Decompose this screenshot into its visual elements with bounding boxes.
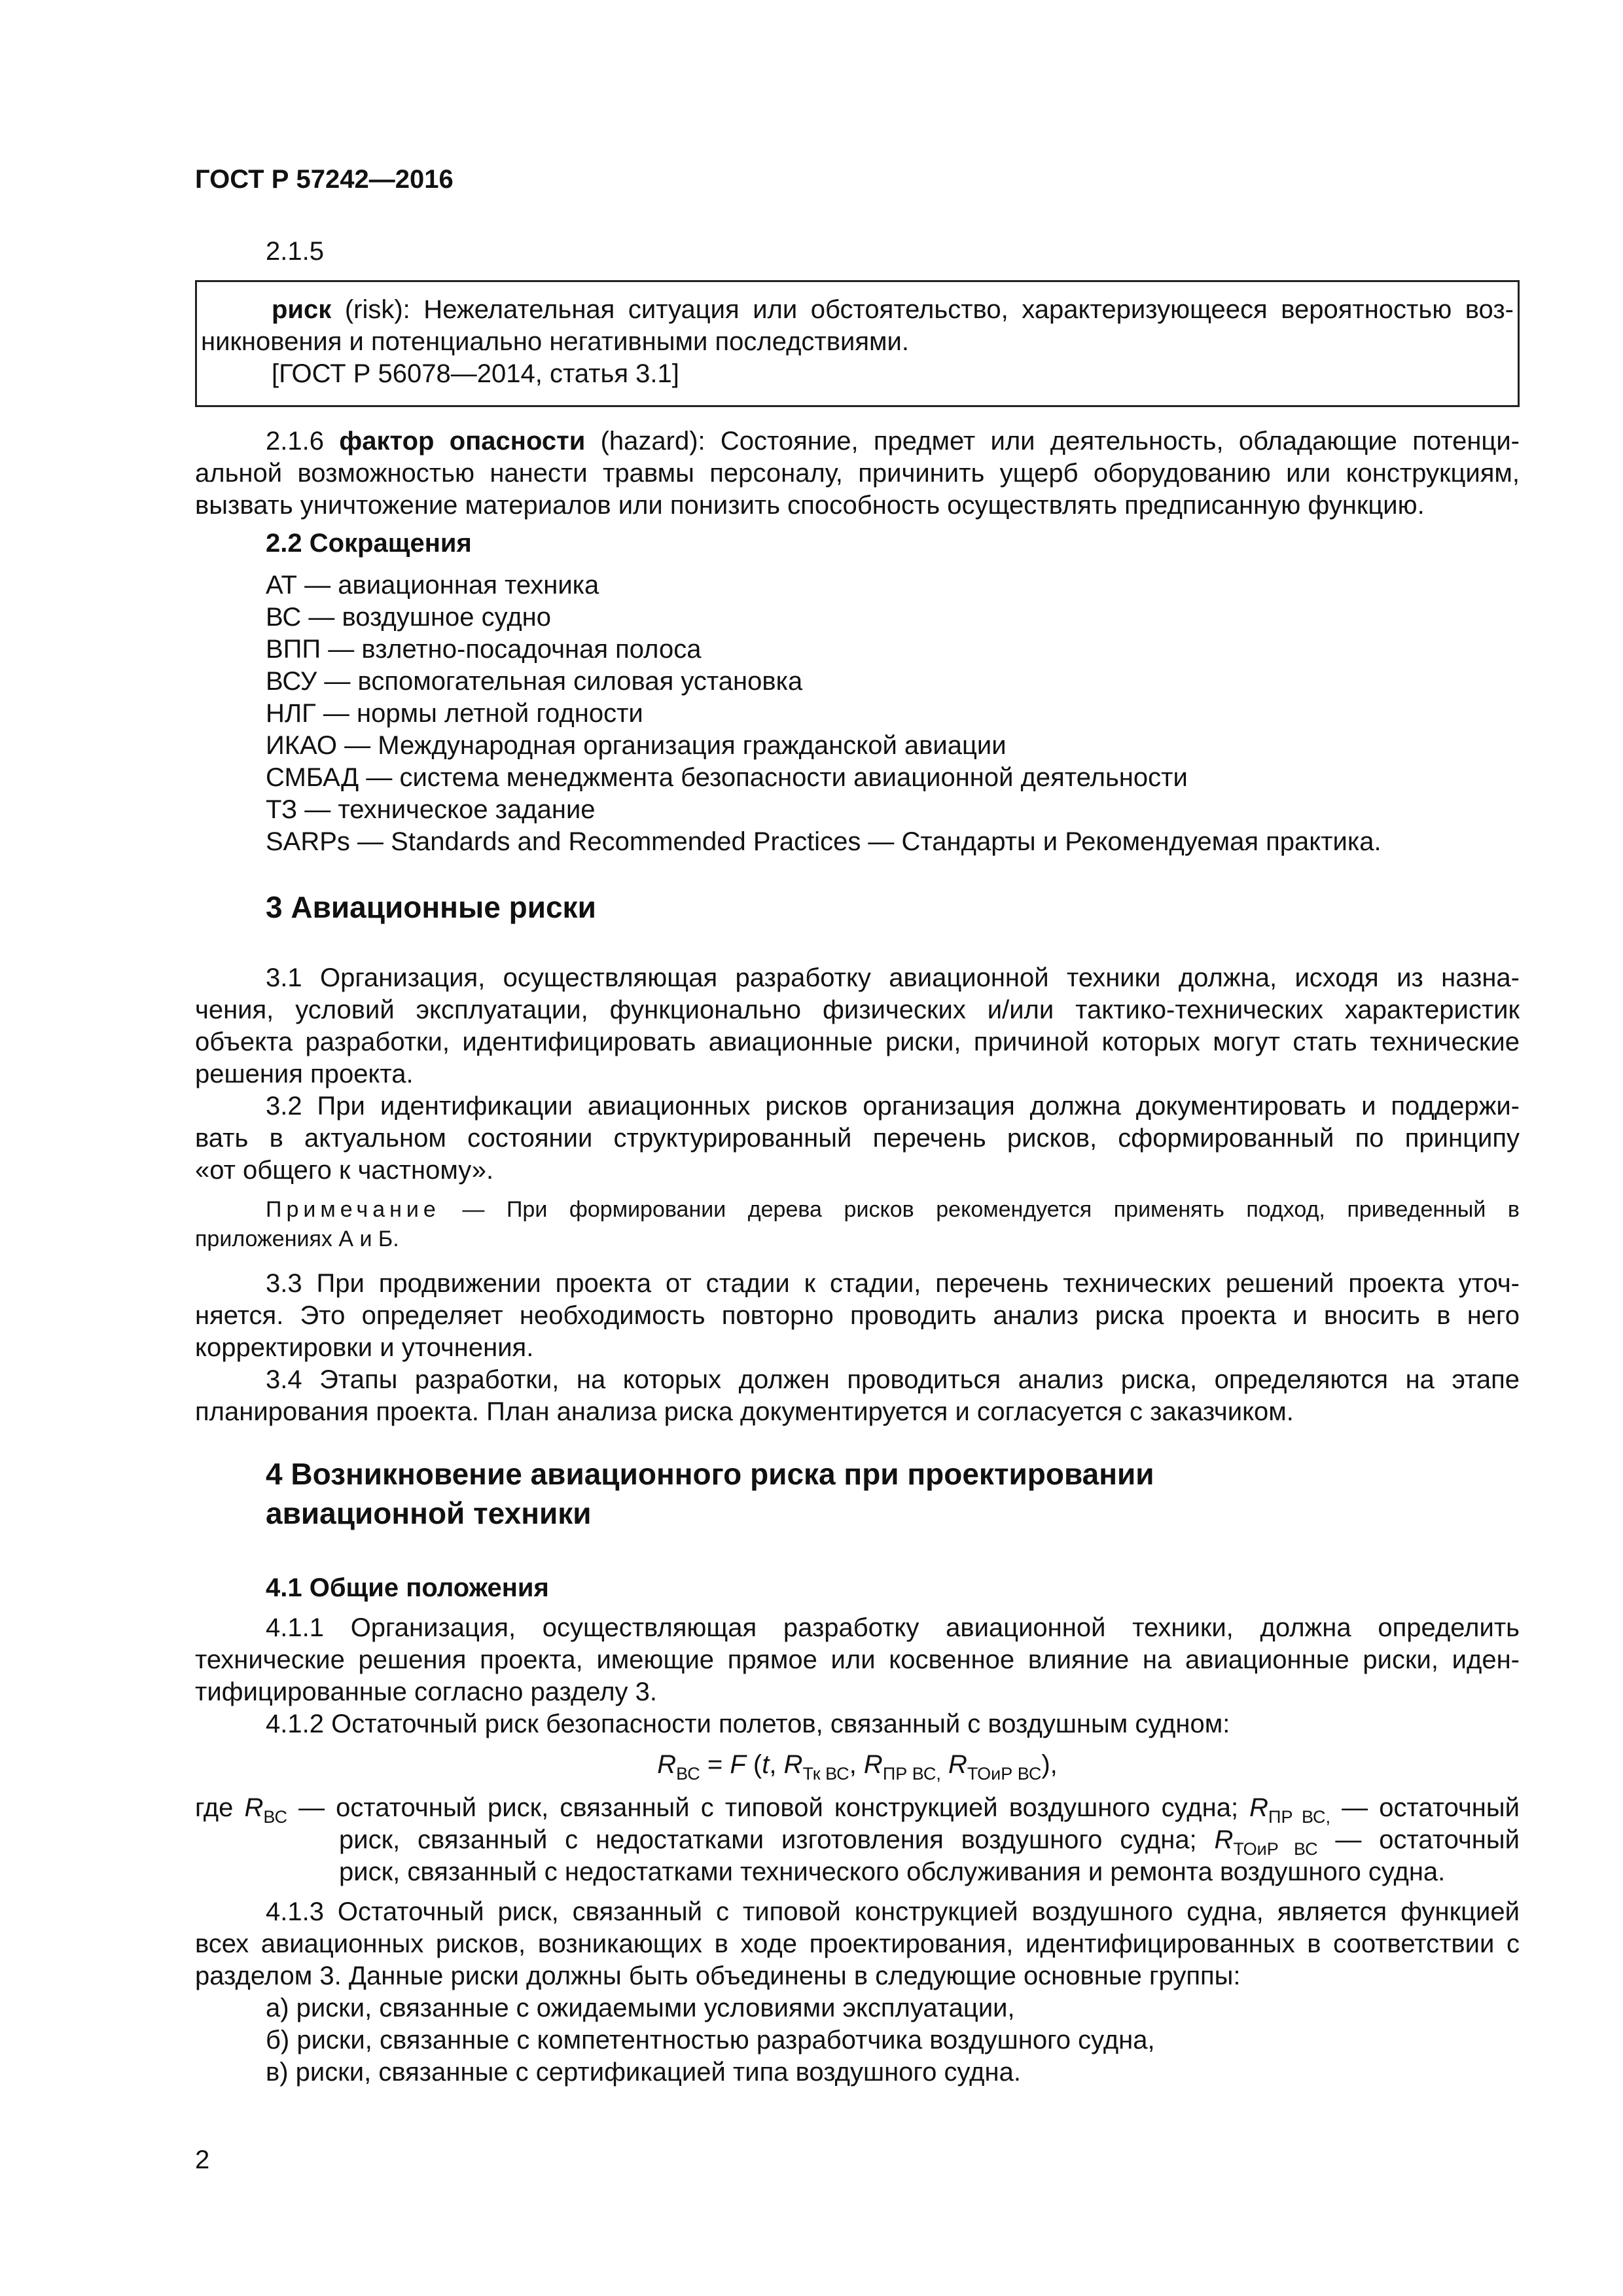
abbreviation-item: ТЗ — техническое задание: [266, 795, 596, 824]
formula-explanation: [195, 1792, 1520, 1888]
list-item: а) риски, связанные с ожидаемыми условиями эксплуатации,: [266, 1994, 1015, 2022]
text: 4.1.3 Остаточный риск, связанный с типовой конструкцией воздушного судна, является функцией: [266, 1897, 1520, 1926]
var: t: [762, 1750, 770, 1779]
text: технические решения проекта, имеющие прямое или косвенное влияние на авиационные риски, иден-: [195, 1645, 1520, 1674]
list-item: б) риски, связанные с компетентностью разработчика воздушного судна,: [266, 2026, 1155, 2054]
abbreviations-section: [195, 528, 1520, 858]
var: R: [1249, 1793, 1269, 1822]
text: 3.2 При идентификации авиационных рисков организация должна документировать и поддержи-: [266, 1092, 1520, 1121]
sub: Тк ВС: [802, 1764, 849, 1784]
abbreviation-item: ВПП — взлетно-посадочная полоса: [266, 635, 702, 664]
clause-number-2-1-5: 2.1.5: [266, 237, 324, 266]
clause-3-3: [195, 1268, 1520, 1428]
op: ,: [769, 1750, 784, 1779]
text: — остаточный: [1317, 1825, 1520, 1854]
abbreviation-item: SARPs — Standards and Recommended Practices — Стандарты и Рекомендуемая практика.: [266, 827, 1382, 856]
note-text: — При формировании дерева рисков рекомендуется применять подход, приведенный в: [440, 1197, 1520, 1222]
text: «от общего к частному».: [195, 1156, 494, 1185]
title-line: 4 Возникновение авиационного риска при проектировании: [266, 1457, 1154, 1491]
text: чения, условий эксплуатации, функционально физических и/или тактико-технических характеристик: [195, 996, 1520, 1024]
var: R: [657, 1750, 677, 1779]
text: 3.1 Организация, осуществляющая разработку авиационной техники должна, исходя из назна-: [266, 963, 1520, 992]
text: планирования проекта. План анализа риска документируется и согласуется с заказчиком.: [195, 1397, 1294, 1426]
term: риск: [272, 295, 332, 324]
text: 4.1.1 Организация, осуществляющая разработку авиационной техники, должна определить: [266, 1613, 1520, 1642]
definition-text: никновения и потенциально негативными последствиями.: [201, 327, 909, 356]
op: (: [745, 1750, 762, 1779]
text: где: [195, 1793, 245, 1822]
sub: ВС: [676, 1764, 700, 1784]
text: тифицированные согласно разделу 3.: [195, 1677, 658, 1706]
note-text: приложениях А и Б.: [195, 1227, 399, 1251]
formula: $R_{ВС} = F$ (t, $R_{Тк ВС}$, $R_{ПР ВС,}$ $R_{ТОиР ВС}$),: [657, 1750, 1058, 1784]
abbreviation-list: [195, 569, 1520, 858]
text: вызвать уничтожение материалов или понизить способность осуществлять предписанную функцию.: [195, 491, 1425, 520]
sub: ВС: [263, 1807, 287, 1827]
abbreviation-item: ИКАО — Международная организация гражданской авиации: [266, 731, 1007, 760]
text: решения проекта.: [195, 1060, 414, 1088]
note-label: Примечание: [266, 1197, 440, 1222]
var: R: [1214, 1825, 1234, 1854]
definition-box: [195, 280, 1520, 407]
text: всех авиационных рисков, возникающих в ходе проектирования, идентифицированных в соответствии с: [195, 1929, 1520, 1958]
clause-4-1-3: [195, 1896, 1520, 2089]
text: (hazard): Состояние, предмет или деятельность, обладающие потенци-: [585, 427, 1520, 456]
abbreviation-item: СМБАД — система менеджмента безопасности авиационной деятельности: [266, 763, 1188, 792]
text: няется. Это определяет необходимость повторно проводить анализ риска проекта и вносить в него: [195, 1301, 1520, 1330]
sub: ПР ВС,: [1268, 1807, 1331, 1827]
subsection-4-1-title: 4.1 Общие положения: [266, 1573, 549, 1602]
text: 3.4 Этапы разработки, на которых должен проводиться анализ риска, определяются на этапе: [266, 1365, 1520, 1394]
text: корректировки и уточнения.: [195, 1333, 534, 1362]
reference: [ГОСТ Р 56078—2014, статья 3.1]: [272, 359, 679, 388]
section-3-title: 3 Авиационные риски: [266, 890, 596, 924]
var: R: [863, 1750, 883, 1779]
sub: ТОиР ВС: [1233, 1839, 1318, 1859]
page-number: 2: [195, 2145, 210, 2174]
var: R: [244, 1793, 264, 1822]
abbreviation-item: АТ — авиационная техника: [266, 571, 599, 600]
clause-2-1-6: [195, 425, 1520, 522]
document-header: ГОСТ Р 57242—2016: [195, 165, 454, 194]
section-4-title: [195, 1454, 1520, 1533]
sub: ТОиР ВС: [967, 1764, 1042, 1784]
text: разделом 3. Данные риски должны быть объединены в следующие основные группы:: [195, 1962, 1241, 1990]
text: вать в актуальном состоянии структурированный перечень рисков, сформированный по принципу: [195, 1124, 1520, 1153]
text: 3.3 При продвижении проекта от стадии к стадии, перечень технических решений проекта уточ-: [266, 1269, 1520, 1298]
var: R: [783, 1750, 803, 1779]
definition-risk: [197, 294, 1518, 390]
definition-text: (risk): Нежелательная ситуация или обстоятельство, характеризующееся вероятностью воз-: [331, 295, 1514, 324]
var: R: [948, 1750, 967, 1779]
clause-3-1: [195, 962, 1520, 1187]
term: фактор опасности: [339, 427, 586, 456]
abbreviation-item: ВС — воздушное судно: [266, 603, 551, 632]
abbreviation-item: ВСУ — вспомогательная силовая установка: [266, 667, 803, 696]
var: F: [730, 1750, 746, 1779]
title-line: авиационной техники: [266, 1496, 592, 1530]
text: риск, связанный с недостатками изготовления воздушного судна;: [339, 1825, 1215, 1854]
text: — остаточный риск, связанный с типовой конструкцией воздушного судна;: [287, 1793, 1250, 1822]
note: [195, 1195, 1520, 1254]
list-item: в) риски, связанные с сертификацией типа воздушного судна.: [266, 2058, 1021, 2087]
sub: ПР ВС,: [882, 1764, 941, 1784]
text: альной возможностью нанести травмы персоналу, причинить ущерб оборудованию или конструкциям,: [195, 459, 1520, 488]
clause-number: 2.1.6: [266, 427, 340, 456]
text: объекта разработки, идентифицировать авиационные риски, причиной которых могут стать технические: [195, 1028, 1520, 1056]
op: ),: [1041, 1750, 1058, 1779]
subsection-title: 2.2 Сокращения: [266, 529, 472, 558]
text: — остаточный: [1330, 1793, 1520, 1822]
text: 4.1.2 Остаточный риск безопасности полетов, связанный с воздушным судном:: [266, 1710, 1230, 1738]
text: риск, связанный с недостатками технического обслуживания и ремонта воздушного судна.: [339, 1857, 1446, 1886]
op: =: [700, 1750, 730, 1779]
clause-4-1-1: [195, 1612, 1520, 1740]
abbreviation-item: НЛГ — нормы летной годности: [266, 699, 643, 728]
